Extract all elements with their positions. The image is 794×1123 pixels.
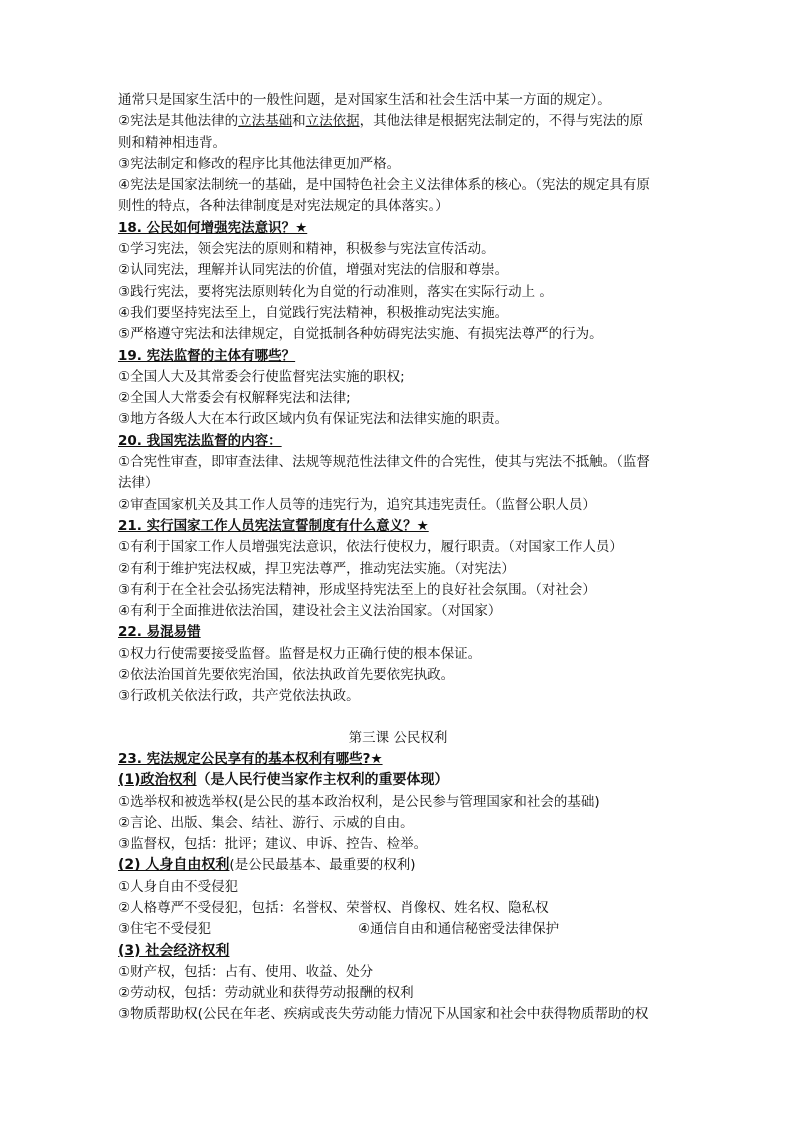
list-item: ②全国人大常委会有权解释宪法和法律;	[118, 390, 351, 407]
question-heading: 19. 宪法监督的主体有哪些？	[118, 347, 296, 364]
text-line: ③宪法制定和修改的程序比其他法律更加严格。	[118, 155, 401, 172]
list-item-pair: ③住宅不受侵犯 ④通信自由和通信秘密受法律保护	[118, 921, 560, 938]
list-item: ①财产权，包括：占有、使用、收益、处分	[118, 963, 374, 980]
list-item: ②劳动权，包括：劳动就业和获得劳动报酬的权利	[118, 985, 414, 1002]
list-item: ①权力行使需要接受监督。监督是权力正确行使的根本保证。	[118, 645, 482, 662]
list-item: ②人格尊严不受侵犯，包括：名誉权、荣誉权、肖像权、姓名权、隐私权	[118, 899, 549, 916]
text-line: 则性的特点，各种法律制度是对宪法规定的具体落实。）	[118, 198, 449, 215]
question-heading: 20. 我国宪法监督的内容：	[118, 432, 282, 449]
list-item: ⑤严格遵守宪法和法律规定，自觉抵制各种妨碍宪法实施、有损宪法尊严的行为。	[118, 326, 603, 343]
list-item: ②审查国家机关及其工作人员等的违宪行为，追究其违宪责任。（监督公职人员）	[118, 496, 596, 513]
list-item: ①选举权和被选举权(是公民的基本政治权利，是公民参与管理国家和社会的基础)	[118, 793, 600, 810]
list-item: ①合宪性审查，即审查法律、法规等规范性法律文件的合宪性，使其与宪法不抵触。（监督	[118, 454, 650, 471]
text-line: 则和精神相违背。	[118, 134, 226, 151]
subsection-heading: (2) 人身自由权利(是公民最基本、最重要的权利)	[118, 857, 416, 874]
list-item: ②言论、出版、集会、结社、游行、示威的自由。	[118, 814, 414, 831]
list-item: ④我们要坚持宪法至上，自觉践行宪法精神，积极推动宪法实施。	[118, 304, 509, 321]
list-item: ①有利于国家工作人员增强宪法意识，依法行使权力，履行职责。（对国家工作人员）	[118, 539, 623, 556]
text-line: 通常只是国家生活中的一般性问题，是对国家生活和社会生活中某一方面的规定）。	[118, 92, 611, 108]
question-heading: 22. 易混易错	[118, 624, 201, 641]
text-line: ④宪法是国家法制统一的基础，是中国特色社会主义法律体系的核心。（宪法的规定具有原	[118, 177, 650, 194]
list-item: ②有利于维护宪法权威，捍卫宪法尊严，推动宪法实施。（对宪法）	[118, 560, 515, 577]
text-line: 法律）	[118, 475, 159, 492]
question-heading: 18. 公民如何增强宪法意识？★	[118, 219, 308, 236]
text-line: ②宪法是其他法律的立法基础和立法依据，其他法律是根据宪法制定的，不得与宪法的原	[118, 113, 644, 130]
list-item: ②依法治国首先要依宪治国，依法执政首先要依宪执政。	[118, 667, 455, 684]
document-page	[118, 90, 678, 1026]
list-item: ①学习宪法，领会宪法的原则和精神，积极参与宪法宣传活动。	[118, 241, 495, 258]
list-item: ①全国人大及其常委会行使监督宪法实施的职权;	[118, 368, 405, 385]
lesson-title: 第三课 公民权利	[348, 729, 448, 746]
list-item: ③监督权，包括：批评；建议、申诉、控告、检举。	[118, 836, 428, 853]
list-item: ③行政机关依法行政，共产党依法执政。	[118, 688, 360, 705]
list-item: ③有利于在全社会弘扬宪法精神，形成坚持宪法至上的良好社会氛围。（对社会）	[118, 581, 596, 598]
question-heading: 21. 实行国家工作人员宪法宣誓制度有什么意义？★	[118, 517, 429, 534]
subsection-heading: (1)政治权利（是人民行使当家作主权利的重要体现）	[118, 772, 449, 789]
list-item: ②认同宪法，理解并认同宪法的价值，增强对宪法的信服和尊崇。	[118, 262, 509, 279]
subsection-heading: (3) 社会经济权利	[118, 942, 230, 959]
underlined-term: 立法基础	[238, 113, 293, 130]
list-item: ③践行宪法，要将宪法原则转化为自觉的行动准则，落实在实际行动上 。	[118, 283, 553, 300]
list-item: ③地方各级人大在本行政区域内负有保证宪法和法律实施的职责。	[118, 411, 509, 428]
underlined-term: 立法依据	[305, 113, 360, 130]
list-item: ④有利于全面推进依法治国，建设社会主义法治国家。（对国家）	[118, 603, 502, 620]
list-item: ③物质帮助权(公民在年老、疾病或丧失劳动能力情况下从国家和社会中获得物质帮助的权	[118, 1006, 649, 1023]
list-item: ①人身自由不受侵犯	[118, 878, 239, 895]
question-heading: 23. 宪法规定公民享有的基本权利有哪些?★	[118, 750, 383, 767]
